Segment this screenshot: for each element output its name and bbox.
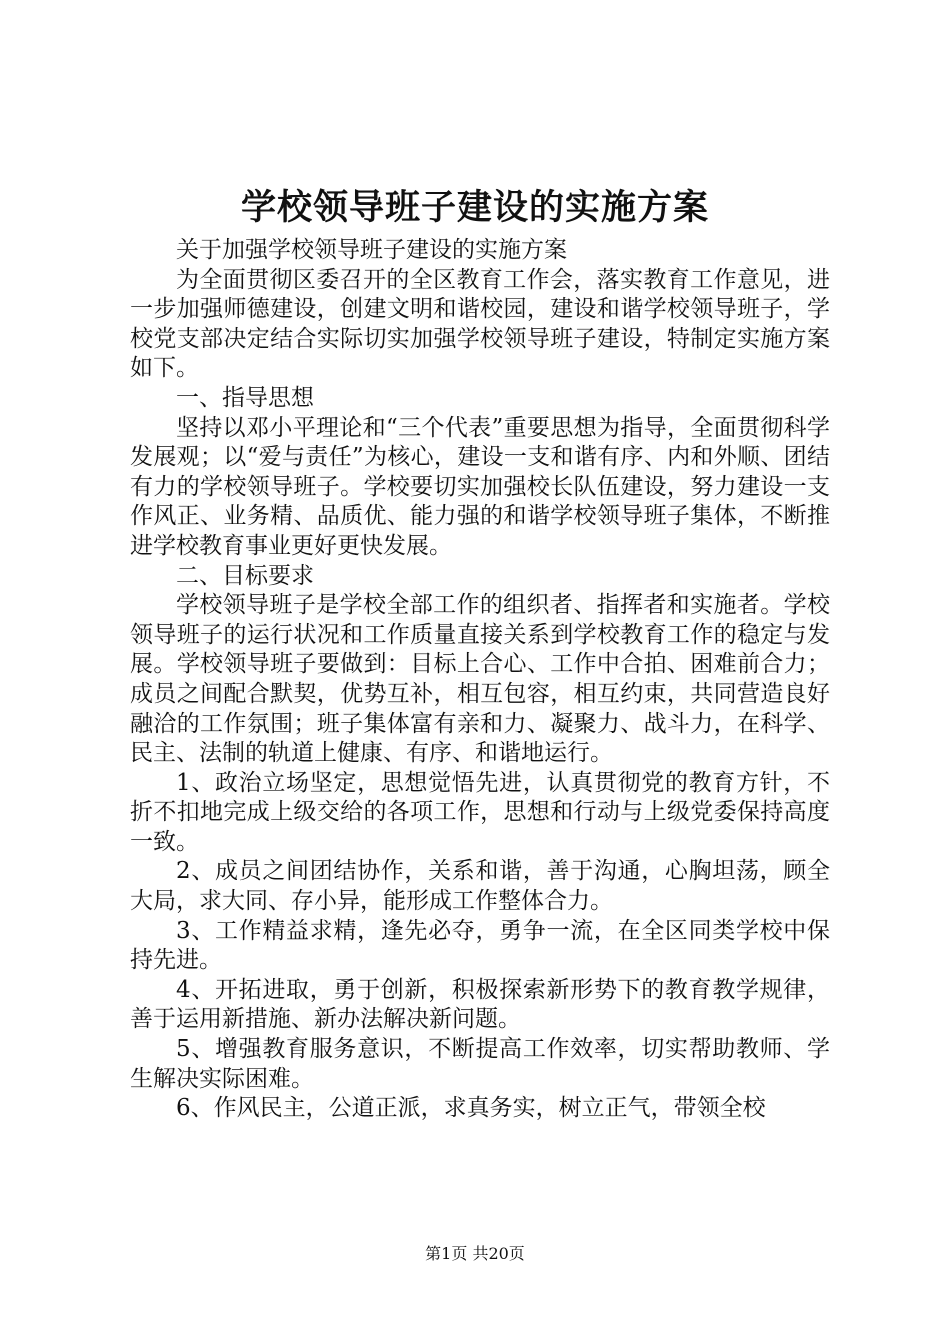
paragraph-guiding-thought: 坚持以邓小平理论和“三个代表”重要思想为指导，全面贯彻科学发展观；以“爱与责任”为核心，建设一支和谐有序、内和外顺、团结有力的学校领导班子。学校要切实加强校长队伍建设，努力建设一支作风正、业务精、品质优、能力强的和谐学校领导班子集体，不断推进学校教育事业更好更快发展。 [130, 414, 830, 559]
document-title: 学校领导班子建设的实施方案 [240, 187, 709, 228]
section-heading-guiding-thought: 一、指导思想 [176, 384, 314, 411]
page-number-footer: 第1页 共20页 [425, 1244, 525, 1263]
list-item-5: 5、增强教育服务意识，不断提高工作效率，切实帮助教师、学生解决实际困难。 [130, 1036, 830, 1092]
paragraph-intro: 为全面贯彻区委召开的全区教育工作会，落实教育工作意见，进一步加强师德建设，创建文明和谐校园，建设和谐学校领导班子，学校党支部决定结合实际切实加强学校领导班子建设，特制定实施方案如下。 [130, 266, 830, 382]
paragraph-subtitle: 关于加强学校领导班子建设的实施方案 [176, 237, 567, 263]
document-body [130, 236, 830, 1124]
list-item-4: 4、开拓进取，勇于创新，积极探索新形势下的教育教学规律，善于运用新措施、新办法解决新问题。 [130, 976, 830, 1033]
paragraph-goals: 学校领导班子是学校全部工作的组织者、指挥者和实施者。学校领导班子的运行状况和工作质量直接关系到学校教育工作的稳定与发展。学校领导班子要做到：目标上合心、工作中合拍、困难前合力；成员之间配合默契，优势互补，相互包容，相互约束，共同营造良好融洽的工作氛围；班子集体富有亲和力、凝聚力、战斗力，在科学、民主、法制的轨道上健康、有序、和谐地运行。 [130, 592, 830, 767]
list-item-2: 2、成员之间团结协作，关系和谐，善于沟通，心胸坦荡，顾全大局，求大同、存小异，能形成工作整体合力。 [130, 858, 830, 915]
section-heading-goals: 二、目标要求 [176, 562, 314, 589]
list-item-6: 6、作风民主，公道正派，求真务实，树立正气，带领全校 [176, 1095, 766, 1122]
list-item-3: 3、工作精益求精，逢先必夺，勇争一流，在全区同类学校中保持先进。 [130, 917, 830, 974]
list-item-1: 1、政治立场坚定，思想觉悟先进，认真贯彻党的教育方针，不折不扣地完成上级交给的各项工作，思想和行动与上级党委保持高度一致。 [130, 769, 830, 855]
